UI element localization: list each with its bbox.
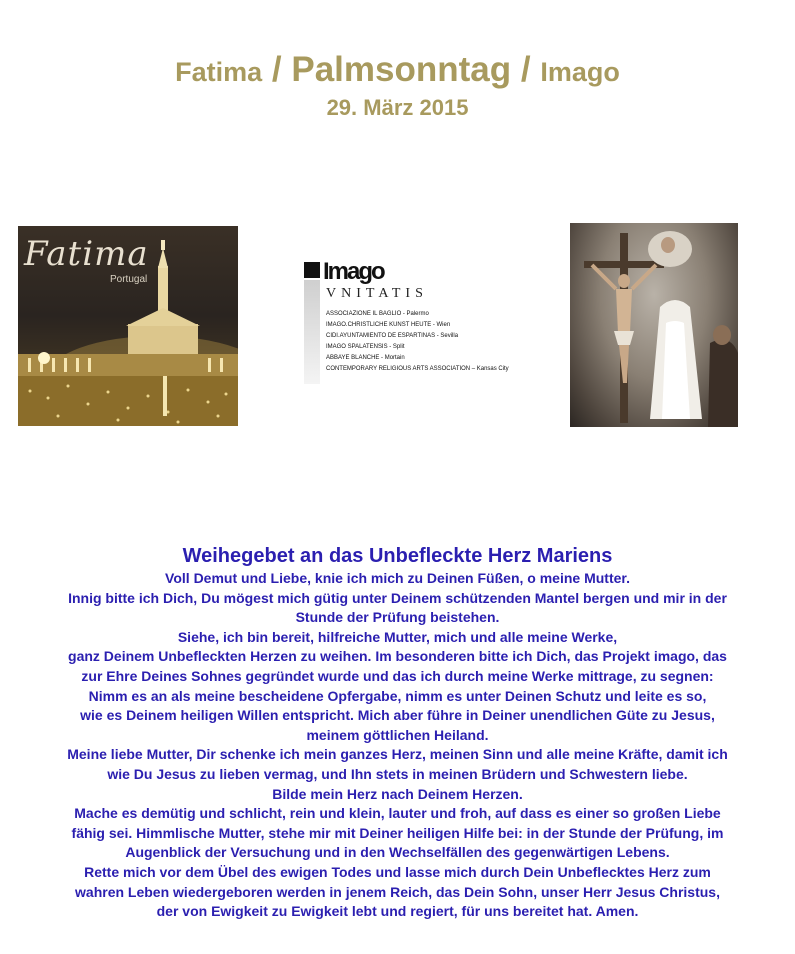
fatima-photo-title: Fatima (24, 234, 149, 274)
imago-logo-square-icon (304, 262, 320, 278)
page-header (0, 50, 795, 122)
title-separator: / (262, 50, 292, 89)
fatima-sanctuary-photo (18, 226, 238, 426)
imago-member-list (326, 308, 525, 374)
prayer-line: Innig bitte ich Dich, Du mögest mich gütig unter Deinem schützenden Mantel bergen und mir in der (68, 589, 727, 606)
prayer-line: Meine liebe Mutter, Dir schenke ich mein ganzes Herz, meinen Sinn und alle meine Kräfte, damit ich (67, 746, 728, 763)
prayer-line: wahren Leben wiedergeboren werden in jenem Reich, das Dein Sohn, unser Herr Jesus Christus, (75, 883, 720, 900)
prayer-line: Stunde der Prüfung beistehen. (295, 609, 500, 626)
prayer-line: Rette mich vor dem Übel des ewigen Todes und lasse mich durch Dein Unbeflecktes Herz zum (84, 863, 711, 880)
prayer-line: ganz Deinem Unbefleckten Herzen zu weihen. Im besonderen bitte ich Dich, das Projekt imago, das (68, 648, 727, 665)
prayer-line: Siehe, ich bin bereit, hilfreiche Mutter, mich und alle meine Werke, (177, 628, 618, 645)
prayer-line: Augenblick der Versuchung und in den Wechselfällen des gegenwärtigen Lebens. (125, 844, 670, 861)
imago-member: ASSOCIAZIONE IL BAGLIO - Palermo (326, 310, 429, 317)
imago-logo-stripe (304, 280, 320, 384)
prayer-line: zur Ehre Deines Sohnes gegründet wurde und das ich durch meine Werke mittrage, zu segnen: (81, 667, 714, 684)
title-separator: / (511, 50, 541, 89)
prayer-line: wie Du Jesus zu lieben vermag, und Ihn stets in meinen Brüdern und Schwestern liebe. (107, 765, 688, 782)
crucifixion-illustration (570, 223, 738, 427)
prayer-line: Mache es demütig und schlicht, rein und klein, lauter und froh, auf dass es einer so großen Liebe (74, 805, 721, 822)
consecration-prayer (0, 543, 795, 922)
prayer-line: meinem göttlichen Heiland. (306, 726, 489, 743)
imago-unitatis-logo (300, 258, 530, 392)
title-fatima: Fatima (175, 57, 263, 87)
crucifixion-painting (570, 223, 738, 427)
fatima-photo-subtitle: Portugal (110, 274, 148, 285)
page-date: 29. März 2015 (326, 95, 469, 120)
title-palmsonntag: Palmsonntag (291, 50, 512, 89)
prayer-line: wie es Deinem heiligen Willen entspricht. Mich aber führe in Deiner unendlichen Güte zu Jesus, (80, 707, 715, 724)
imago-logo-brand: Imago (323, 258, 384, 285)
prayer-line: Voll Demut und Liebe, knie ich mich zu Deinen Füßen, o meine Mutter. (165, 570, 630, 586)
title-imago: Imago (540, 57, 620, 87)
prayer-line: fähig sei. Himmlische Mutter, stehe mir mit Deiner heiligen Hilfe bei: in der Stunde der Prüfung, im (71, 824, 724, 841)
prayer-line: der von Ewigkeit zu Ewigkeit lebt und regiert, für uns bereitet hat. Amen. (156, 903, 639, 920)
imago-logo-subtitle: VNITATIS (326, 286, 428, 301)
prayer-line: Bilde mein Herz nach Deinem Herzen. (272, 785, 523, 802)
page-title (0, 50, 795, 92)
imago-member: CONTEMPORARY RELIGIOUS ARTS ASSOCIATION – Kansas City (326, 365, 509, 372)
prayer-title: Weihegebet an das Unbefleckte Herz Mariens (182, 545, 613, 567)
imago-member: IMAGO.CHRISTLICHE KUNST HEUTE - Wien (326, 321, 451, 328)
imago-member: CIDI.AYUNTAMIENTO DE ESPARTINAS - Sevilla (326, 332, 459, 339)
imago-member: ABBAYE BLANCHE - Mortain (326, 354, 405, 361)
imago-member: IMAGO SPALATENSIS - Split (326, 343, 405, 350)
prayer-line: Nimm es an als meine bescheidene Opfergabe, nimm es unter Deinen Schutz und leite es so, (88, 687, 707, 704)
